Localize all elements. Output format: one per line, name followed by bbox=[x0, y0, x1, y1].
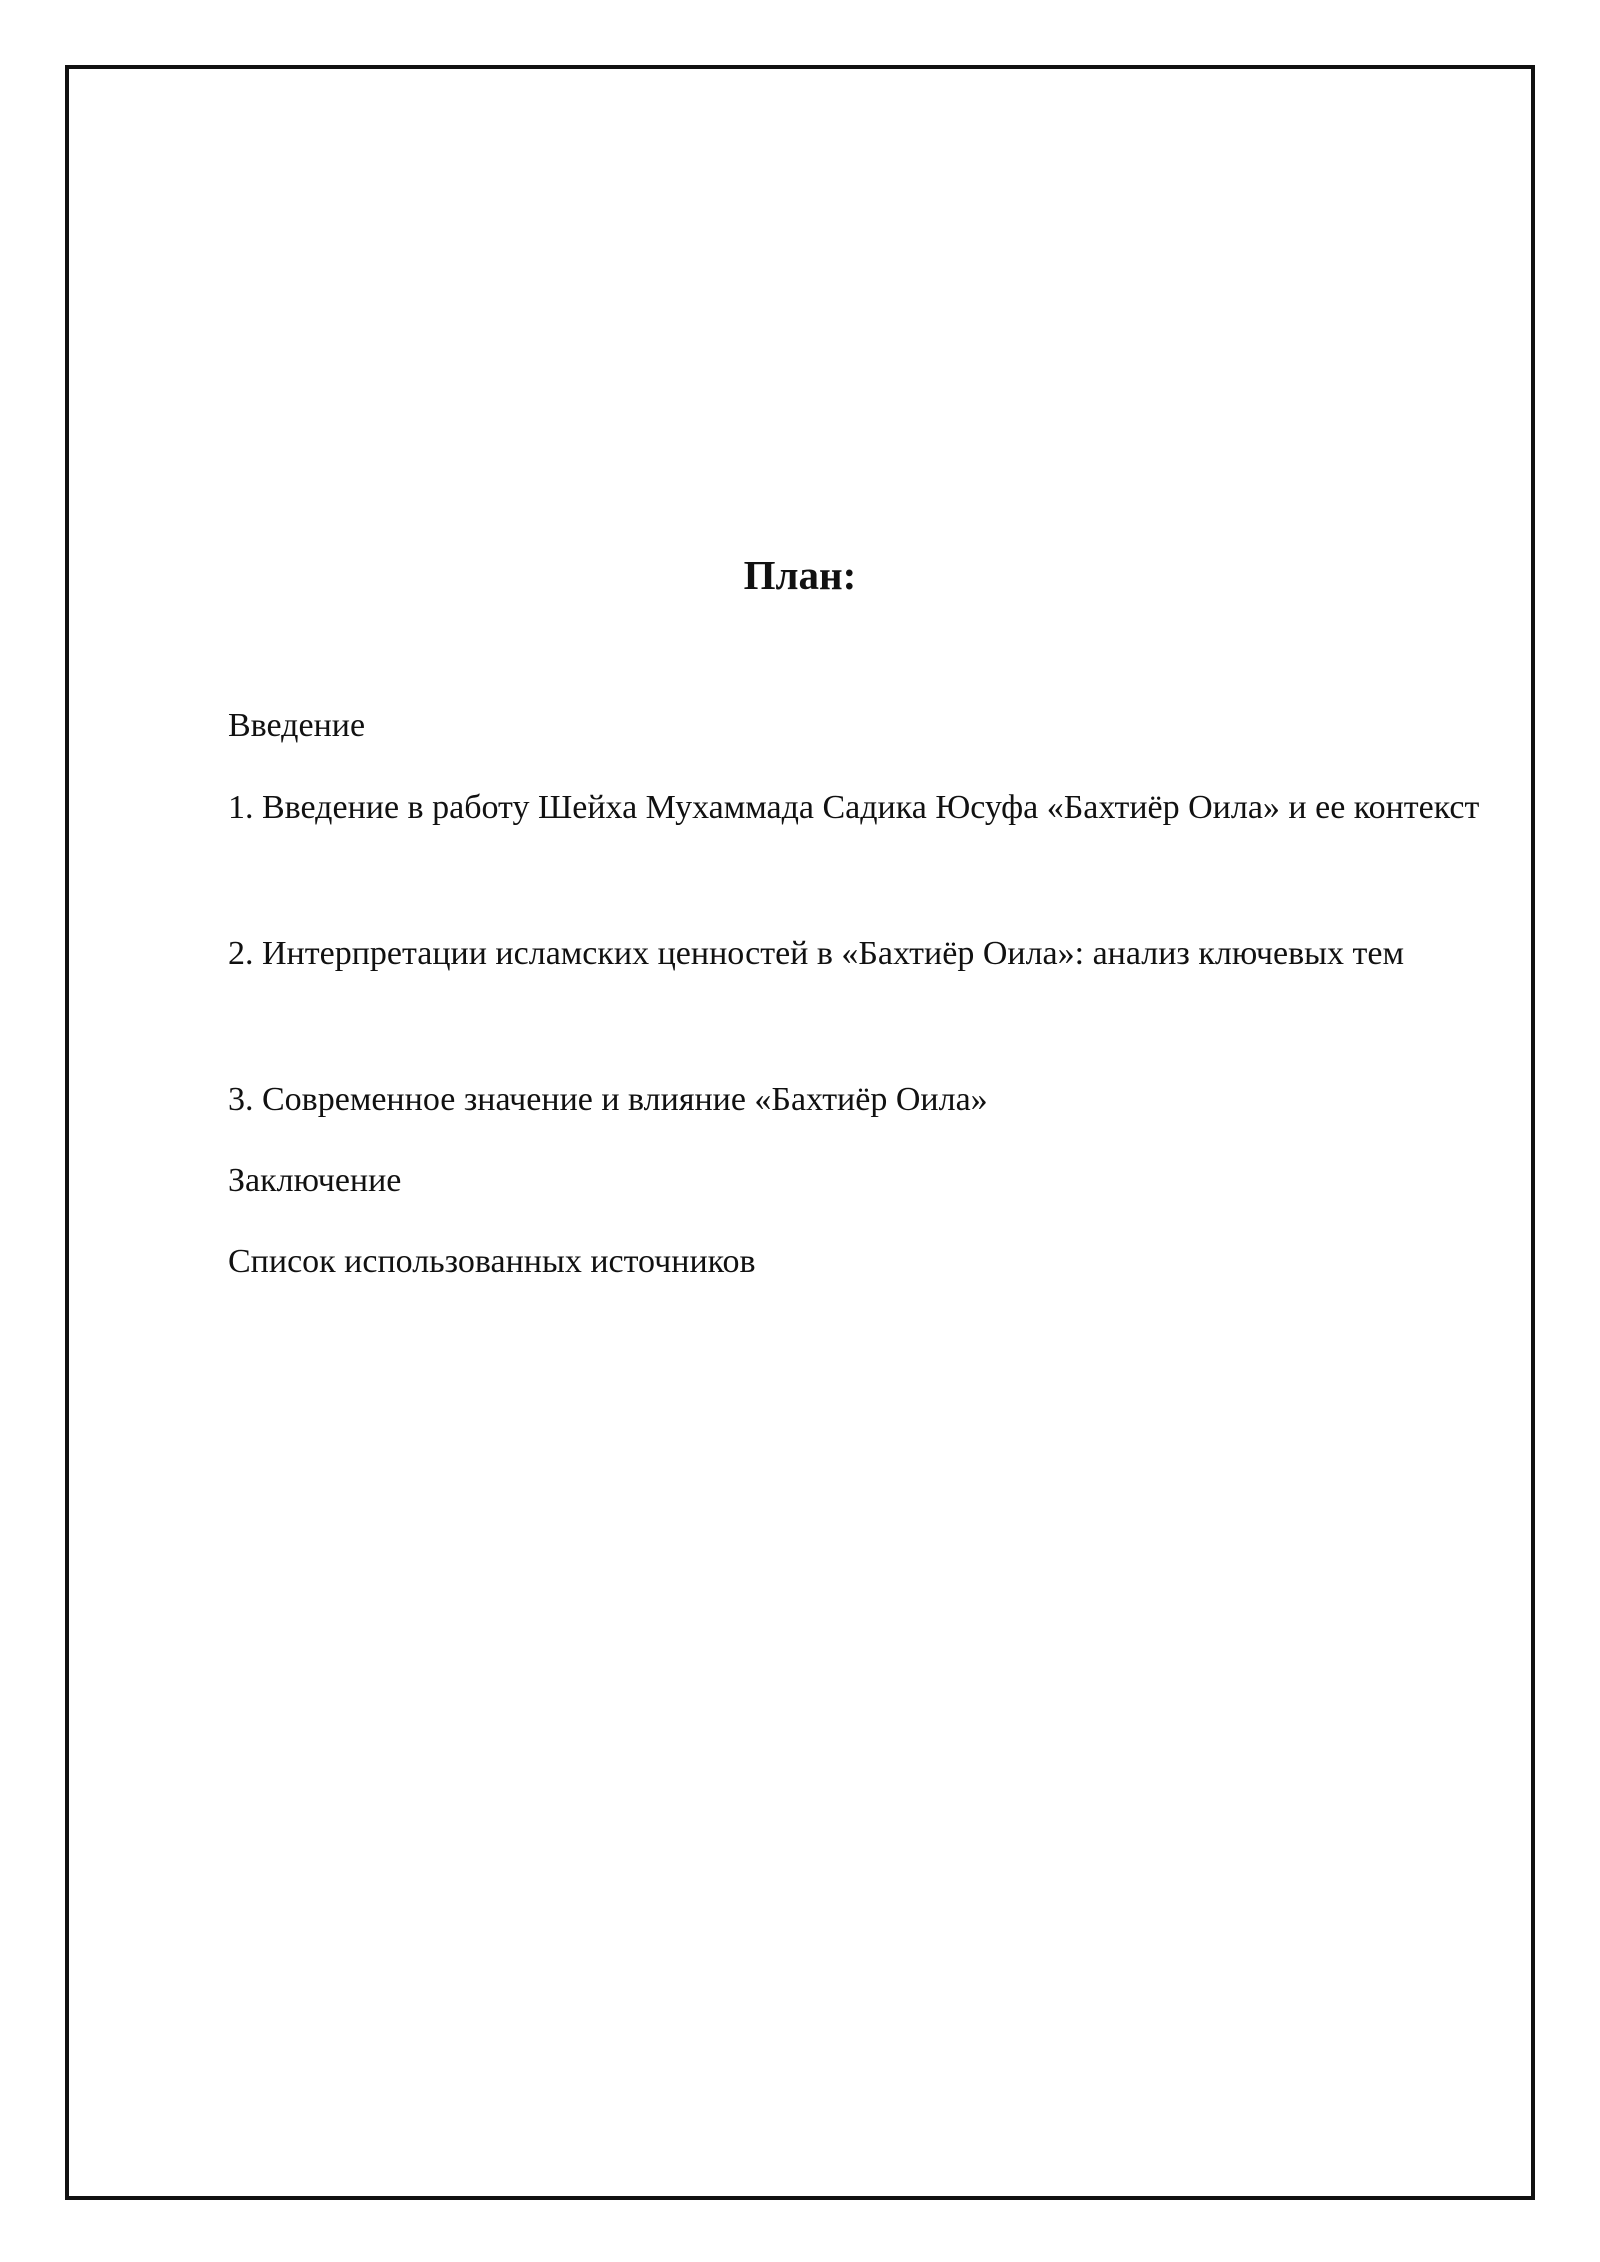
page-border bbox=[65, 65, 1535, 2200]
plan-item-conclusion: Заключение bbox=[228, 1162, 402, 1199]
plan-item-chapter-1: 1. Введение в работу Шейха Мухаммада Садика Юсуфа «Бахтиёр Оила» и ее контекст bbox=[228, 789, 1480, 826]
page-title: План: bbox=[743, 552, 857, 598]
plan-item-chapter-2: 2. Интерпретации исламских ценностей в «Бахтиёр Оила»: анализ ключевых тем bbox=[228, 935, 1404, 972]
plan-item-sources: Список использованных источников bbox=[228, 1243, 756, 1280]
plan-item-introduction: Введение bbox=[228, 707, 366, 744]
plan-item-chapter-3: 3. Современное значение и влияние «Бахтиёр Оила» bbox=[228, 1081, 988, 1118]
